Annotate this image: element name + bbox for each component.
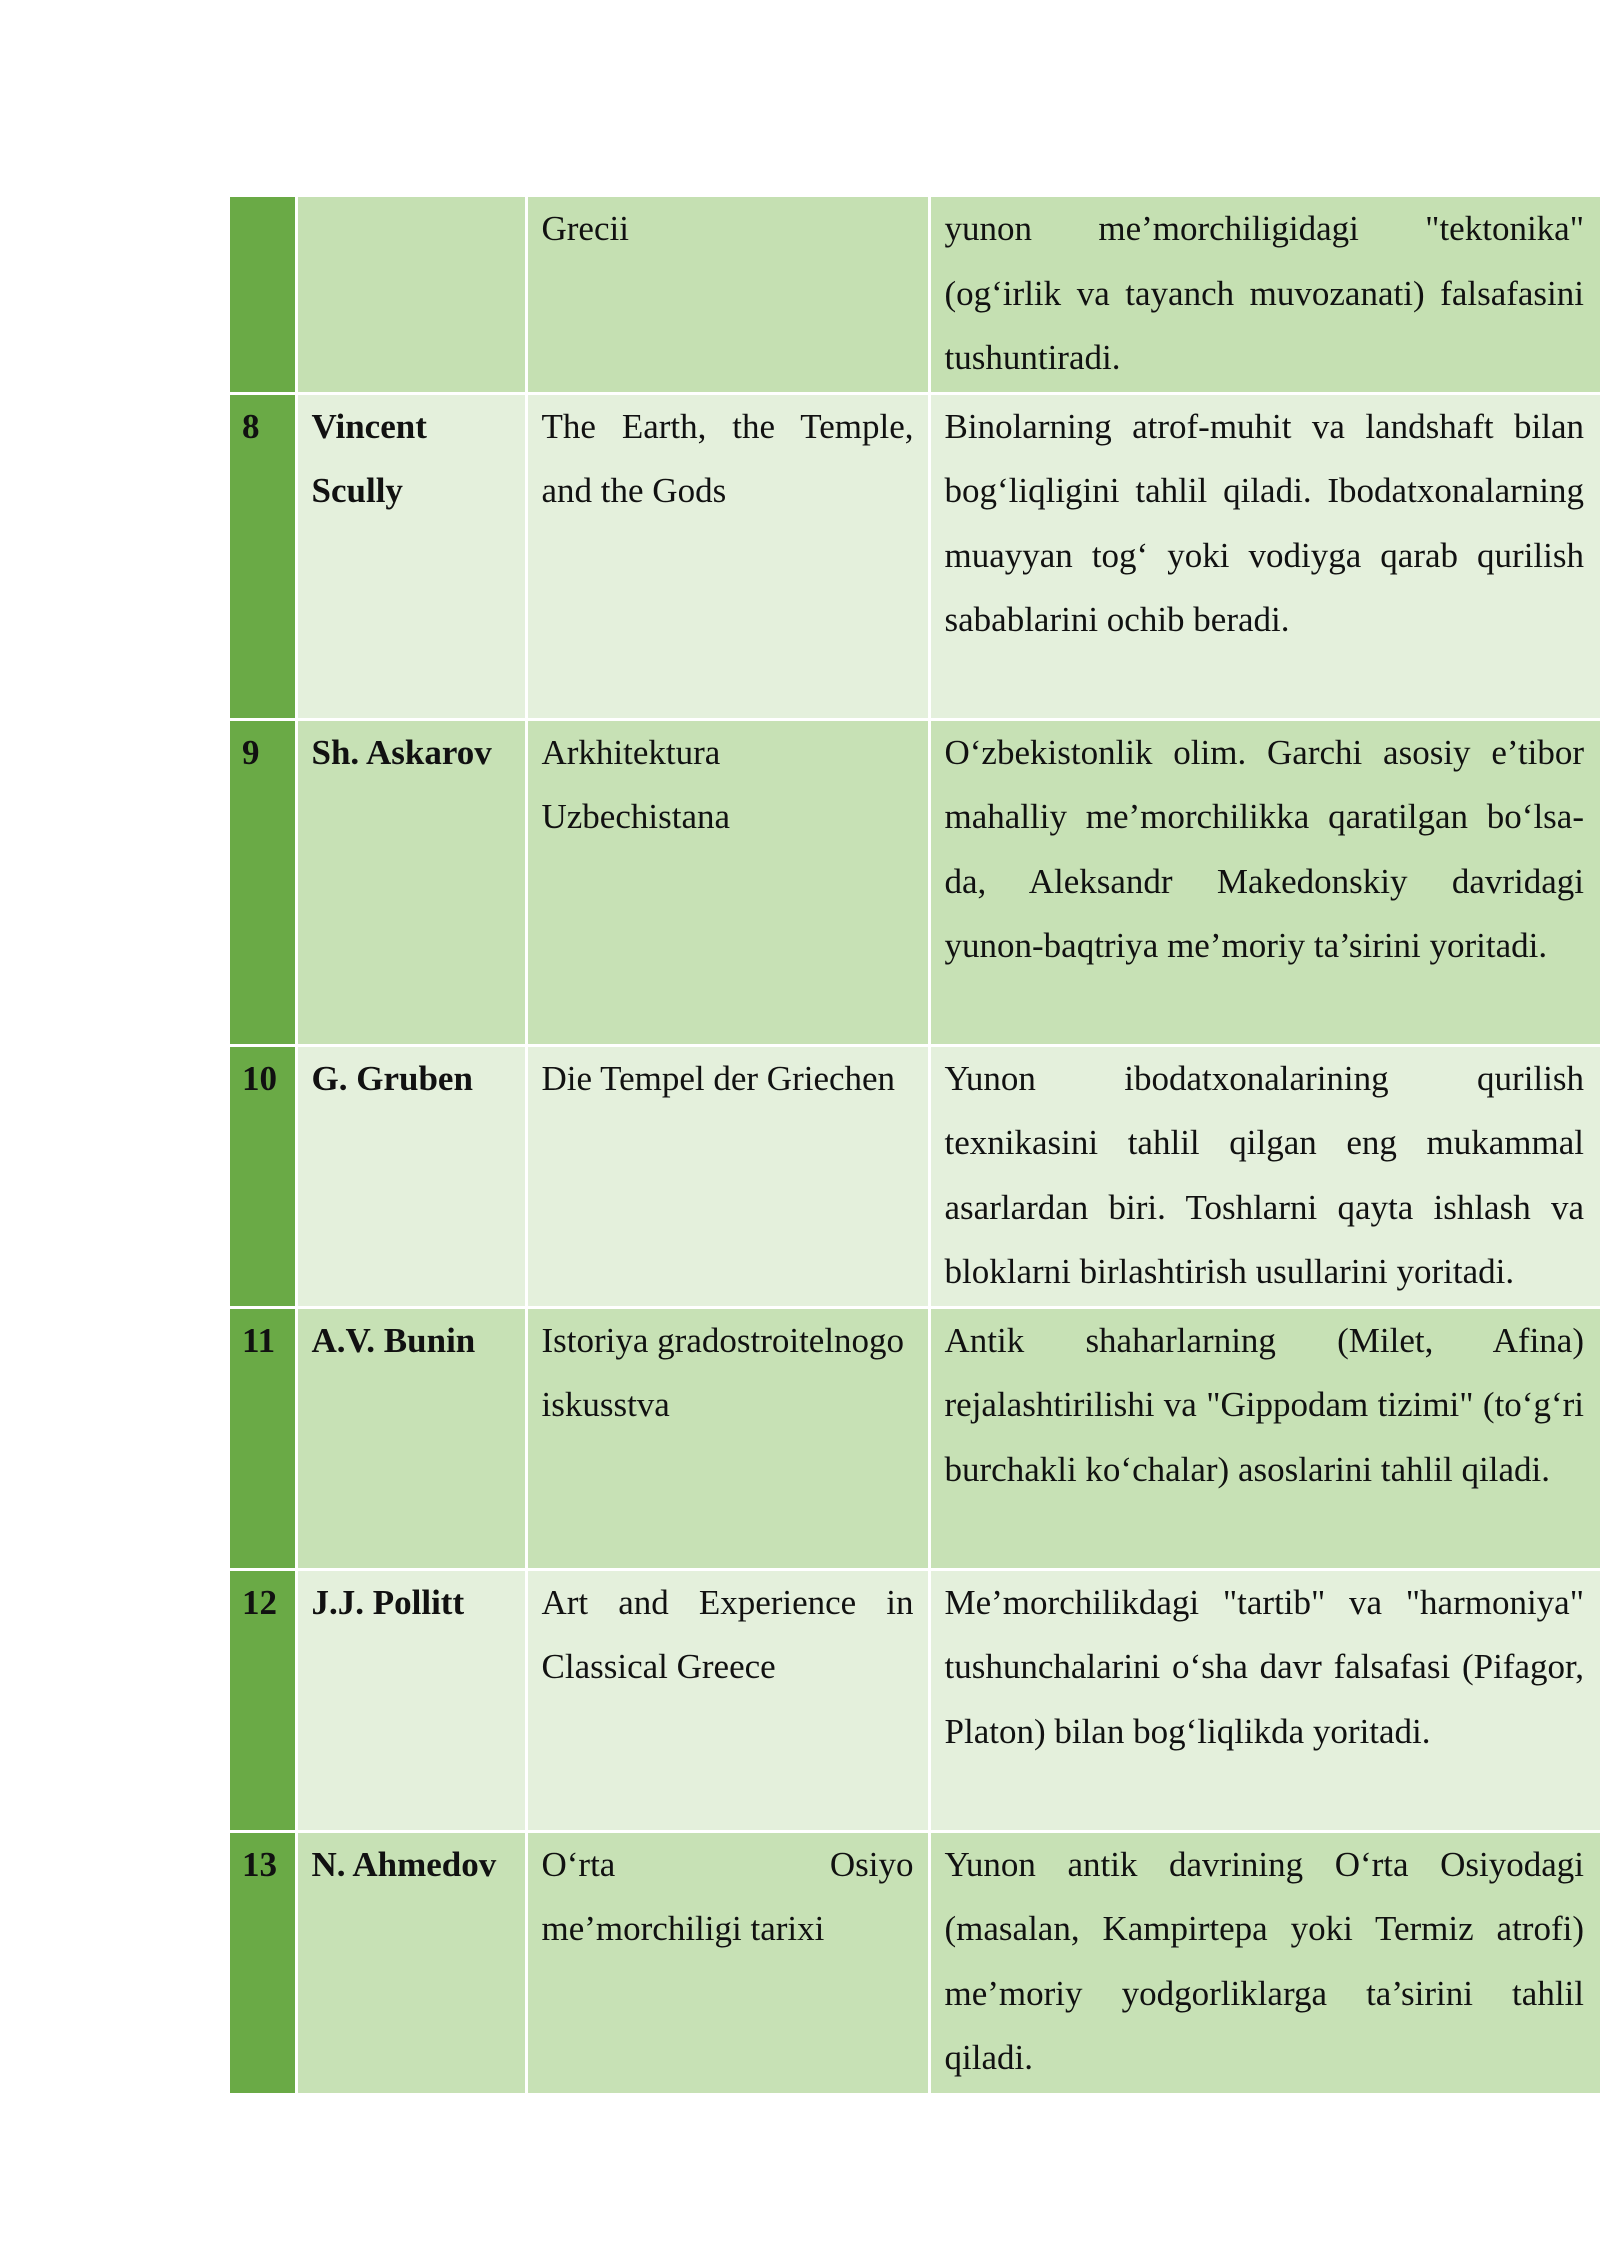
table-row [230,1045,1600,1307]
row-number: 12 [230,1569,296,1831]
title-cell: Istoriya gradostroitelnogo iskusstva [526,1307,929,1569]
row-number: 11 [230,1307,296,1569]
title-cell: Die Tempel der Griechen [526,1045,929,1307]
author-cell [296,197,526,393]
title-cell: The Earth, the Temple, and the Gods [526,393,929,719]
table-row [230,1569,1600,1831]
author-cell: Sh. Askarov [296,719,526,1045]
title-cell: Grecii [526,197,929,393]
row-number: 8 [230,393,296,719]
references-table [230,197,1600,2093]
description-cell: Antik shaharlarning (Milet, Afina) rejalashtirilishi va "Gippodam tizimi" (to‘g‘ri burchakli ko‘chalar) asoslarini tahlil qiladi. [929,1307,1600,1569]
table-row [230,197,1600,393]
description-cell: Yunon antik davrining O‘rta Osiyodagi (masalan, Kampirtepa yoki Termiz atrofi) me’moriy yodgorliklarga ta’sirini tahlil qiladi. [929,1831,1600,2093]
title-cell: O‘rta Osiyo me’morchiligi tarixi [526,1831,929,2093]
description-cell: Me’morchilikdagi "tartib" va "harmoniya" tushunchalarini o‘sha davr falsafasi (Pifagor, Platon) bilan bog‘liqlikda yoritadi. [929,1569,1600,1831]
table-row [230,719,1600,1045]
table-row [230,1831,1600,2093]
row-number [230,197,296,393]
title-cell: Art and Experience in Classical Greece [526,1569,929,1831]
author-cell: A.V. Bunin [296,1307,526,1569]
description-cell: Binolarning atrof-muhit va landshaft bilan bog‘liqligini tahlil qiladi. Ibodatxonalarning muayyan tog‘ yoki vodiyga qarab qurilish sabablarini ochib beradi. [929,393,1600,719]
row-number: 13 [230,1831,296,2093]
row-number: 9 [230,719,296,1045]
author-cell: Vincent Scully [296,393,526,719]
table-row [230,393,1600,719]
description-cell: Yunon ibodatxonalarining qurilish texnikasini tahlil qilgan eng mukammal asarlardan biri. Toshlarni qayta ishlash va bloklarni birlashtirish usullarini yoritadi. [929,1045,1600,1307]
title-cell: Arkhitektura Uzbechistana [526,719,929,1045]
author-cell: G. Gruben [296,1045,526,1307]
table-row [230,1307,1600,1569]
author-cell: J.J. Pollitt [296,1569,526,1831]
description-cell: O‘zbekistonlik olim. Garchi asosiy e’tibor mahalliy me’morchilikka qaratilgan bo‘lsa-da, Aleksandr Makedonskiy davridagi yunon-baqtriya me’moriy ta’sirini yoritadi. [929,719,1600,1045]
author-cell: N. Ahmedov [296,1831,526,2093]
description-cell: yunon me’morchiligidagi "tektonika" (og‘irlik va tayanch muvozanati) falsafasini tushuntiradi. [929,197,1600,393]
row-number: 10 [230,1045,296,1307]
